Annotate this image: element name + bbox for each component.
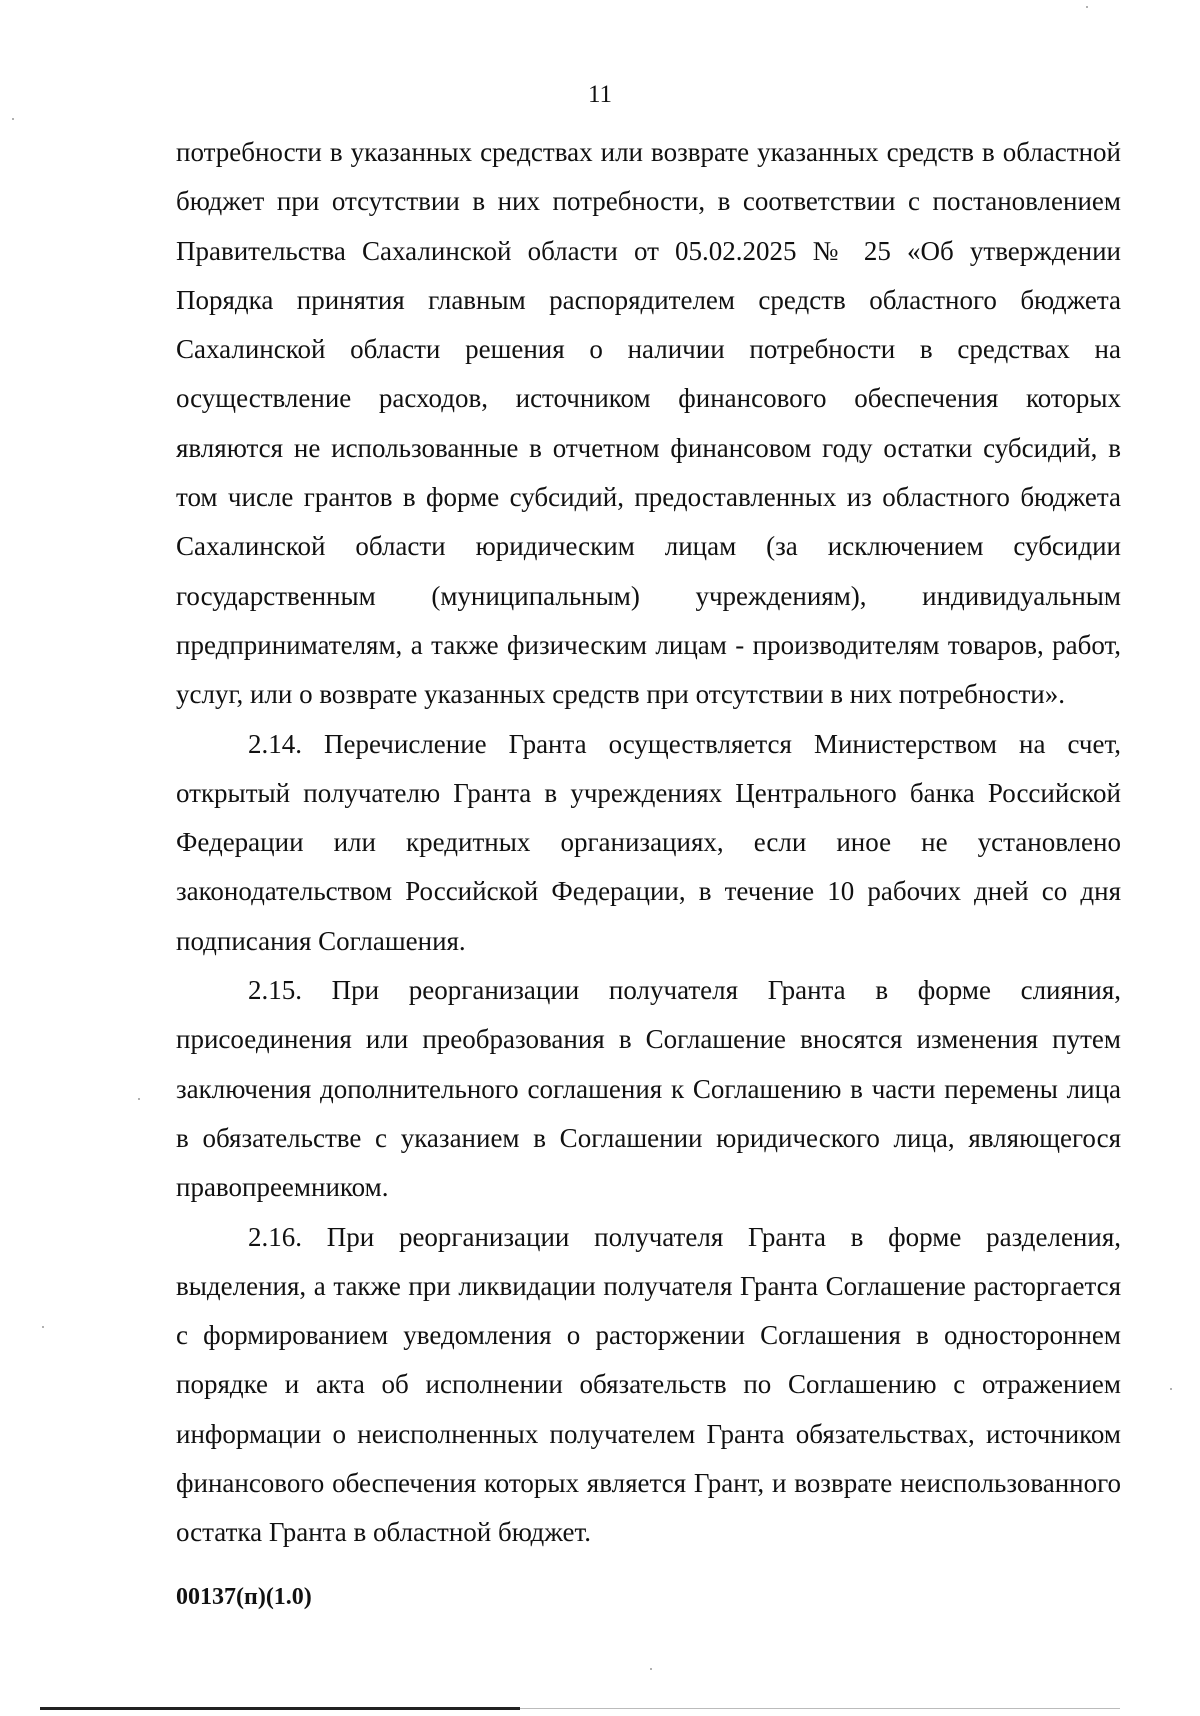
scan-bottom-edge — [40, 1707, 520, 1710]
page-number: 11 — [587, 81, 613, 108]
paragraph-clause-2-16: 2.16. При реорганизации получателя Гранта в форме разделения, выделения, а также при ликвидации получателя Гранта Соглашение расторгается с формированием уведомления о расторжении Соглашения в одностороннем порядке и акта об исполнении обязательств по Соглашению с отражением информации о неисполненных получателем Гранта обязательствах, источником финансового обеспечения которых является Грант, и возврате неиспользованного остатка Гранта в областной бюджет. — [176, 1221, 1121, 1548]
document-body — [176, 128, 1121, 1558]
scan-speck — [650, 1668, 652, 1670]
scan-speck — [1170, 1388, 1172, 1390]
paragraph-continuation: потребности в указанных средствах или возврате указанных средств в областной бюджет при отсутствии в них потребности, в соответствии с постановлением Правительства Сахалинской области от 05.02.2025 № 25 «Об утверждении Порядка принятия главным распорядителем средств областного бюджета Сахалинской области решения о наличии потребности в средствах на осуществление расходов, источником финансового обеспечения которых являются не использованные в отчетном финансовом году остатки субсидий, в том числе грантов в форме субсидий, предоставленных из областного бюджета Сахалинской области юридическим лицам (за исключением субсидии государственным (муниципальным) учреждениям), индивидуальным предпринимателям, а также физическим лицам - производителям товаров, работ, услуг, или о возврате указанных средств при отсутствии в них потребности». — [176, 137, 1121, 710]
scan-speck — [12, 118, 14, 120]
scan-speck — [138, 1098, 140, 1100]
scan-bottom-edge-faint — [520, 1708, 1120, 1709]
paragraph-clause-2-15: 2.15. При реорганизации получателя Гранта в форме слияния, присоединения или преобразования в Соглашение вносятся изменения путем заключения дополнительного соглашения к Соглашению в части перемены лица в обязательстве с указанием в Соглашении юридического лица, являющегося правопреемником. — [176, 975, 1121, 1203]
document-code: 00137(п)(1.0) — [176, 1584, 312, 1610]
scan-speck — [1086, 6, 1088, 8]
paragraph-clause-2-14: 2.14. Перечисление Гранта осуществляется Министерством на счет, открытый получателю Гранта в учреждениях Центрального банка Российской Федерации или кредитных организациях, если иное не установлено законодательством Российской Федерации, в течение 10 рабочих дней со дня подписания Соглашения. — [176, 728, 1121, 956]
scan-speck — [42, 1326, 44, 1328]
